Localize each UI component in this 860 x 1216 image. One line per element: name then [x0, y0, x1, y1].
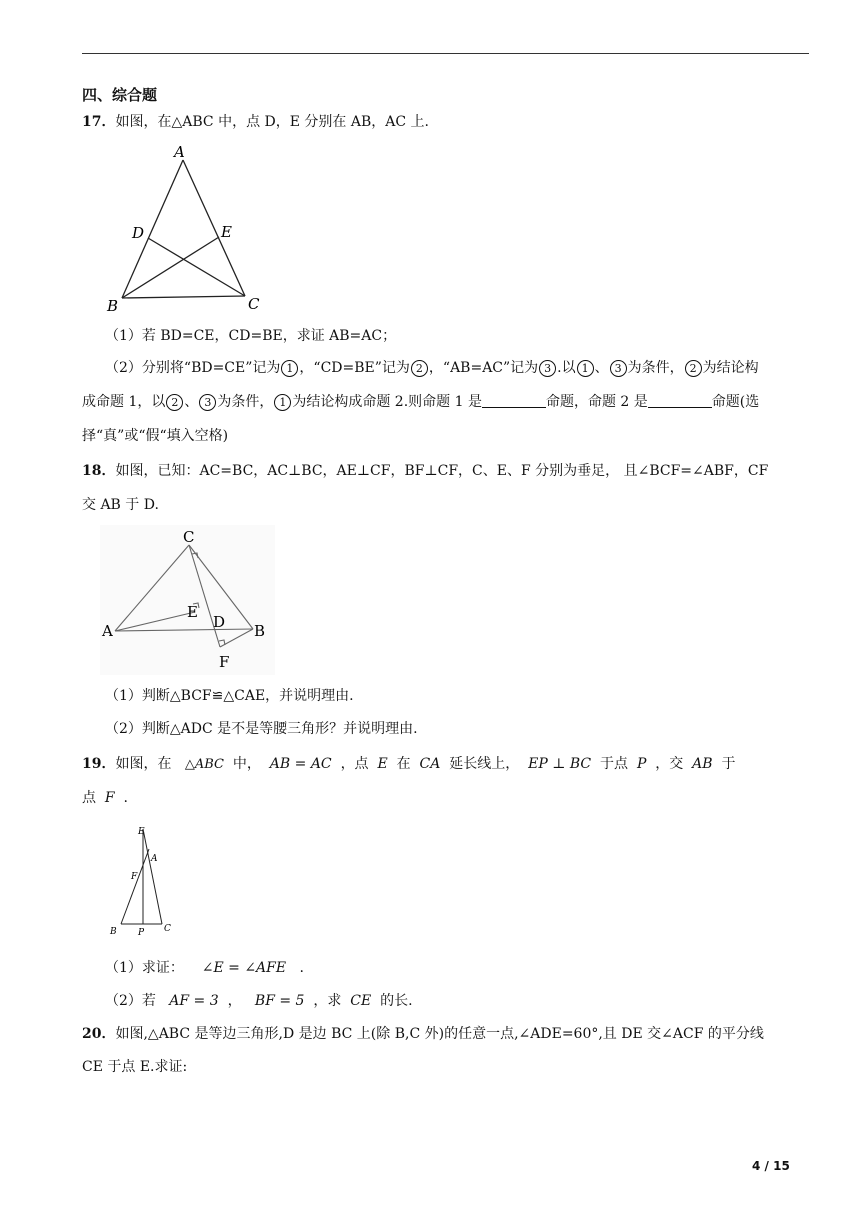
q18-label-f: F — [219, 653, 230, 671]
q17-label-b: B — [107, 297, 119, 315]
q18-label-b: B — [254, 622, 266, 640]
q18-stem-line1: 18．如图，已知：AC=BC，AC⊥BC，AE⊥CF，BF⊥CF，C、E、F 分别为垂足， 且∠BCF=∠ABF，CF — [82, 463, 769, 479]
q17-label-c: C — [248, 295, 260, 313]
circled-2: 2 — [166, 394, 183, 411]
answer-blank-1 — [482, 393, 546, 408]
q19-label-c: C — [164, 924, 171, 934]
q18-label-a: A — [102, 622, 113, 640]
page-number: 4 / 15 — [752, 1159, 790, 1173]
q19-label-p: P — [138, 928, 145, 938]
q17-number: 17． — [82, 114, 116, 130]
q17-label-e: E — [221, 223, 232, 241]
q18-figure — [100, 525, 275, 675]
q20-stem-line1: 20．如图,△ABC 是等边三角形,D 是边 BC 上(除 B,C 外)的任意一点,∠ADE=60°,且 DE 交∠ACF 的平分线 — [82, 1026, 764, 1042]
q18-part2: （2）判断△ADC 是不是等腰三角形？并说明理由. — [105, 721, 418, 737]
circled-2: 2 — [411, 360, 428, 377]
circled-3: 3 — [539, 360, 556, 377]
circled-1: 1 — [577, 360, 594, 377]
q19-part1: （1）求证： ∠E = ∠AFE . — [105, 960, 304, 976]
q20-number: 20． — [82, 1026, 116, 1042]
q18-number: 18． — [82, 463, 116, 479]
q20-stem-line2: CE 于点 E.求证: — [82, 1059, 188, 1075]
q17-part1: （1）若 BD=CE，CD=BE，求证 AB=AC； — [105, 328, 397, 344]
circled-1: 1 — [281, 360, 298, 377]
answer-blank-2 — [648, 393, 712, 408]
q17-side-bc — [122, 296, 245, 298]
q19-number: 19． — [82, 756, 116, 772]
q18-stem-line2: 交 AB 于 D. — [82, 497, 159, 513]
q19-part2: （2）若 AF = 3 ， BF = 5 ，求 CE 的长. — [105, 993, 413, 1009]
q19-stem-line1: 19．如图，在 △ABC 中， AB = AC ，点 E 在 CA 延长线上， EP ⊥ BC 于点 P ，交 AB 于 — [82, 756, 736, 772]
q18-part1: （1）判断△BCF≌△CAE，并说明理由. — [105, 688, 354, 704]
q17-label-d: D — [132, 224, 145, 242]
q18-label-e: E — [187, 603, 198, 621]
q19-side-ab — [121, 849, 149, 924]
circled-1: 1 — [274, 394, 291, 411]
circled-3: 3 — [610, 360, 627, 377]
circled-3: 3 — [199, 394, 216, 411]
q18-label-d: D — [213, 613, 226, 631]
q17-stem: 17．如图，在△ABC 中，点 D，E 分别在 AB，AC 上. — [82, 114, 429, 130]
q17-part2-line1: （2）分别将“BD=CE”记为 1 ，“CD=BE”记为 2 ，“AB=AC”记为 3 .以 1 、 3 为条件， 2 为结论构 — [105, 360, 759, 376]
q17-segment-eb — [122, 237, 219, 298]
q19-label-e: E — [138, 827, 145, 837]
section-title: 四、综合题 — [82, 86, 158, 104]
q19-label-a: A — [151, 854, 158, 864]
q19-label-b: B — [110, 927, 117, 937]
q17-label-a: A — [174, 143, 185, 161]
q17-part2-line3: 择“真”或“假“填入空格) — [82, 428, 229, 444]
circled-2: 2 — [685, 360, 702, 377]
q17-side-ac — [183, 160, 245, 296]
q17-part2-line2: 成命题 1，以 2 、 3 为条件， 1 为结论构成命题 2.则命题 1 是 命题，命题 2 是 命题(选 — [82, 394, 760, 410]
q19-figure — [105, 822, 190, 940]
q19-stem-line2: 点 F . — [82, 790, 128, 806]
q19-label-f: F — [131, 872, 138, 882]
q19-line-ce — [143, 829, 162, 924]
q18-label-c: C — [183, 528, 195, 546]
q17-figure — [100, 140, 270, 315]
header-rule — [82, 53, 809, 54]
q17-segment-dc — [148, 238, 245, 296]
